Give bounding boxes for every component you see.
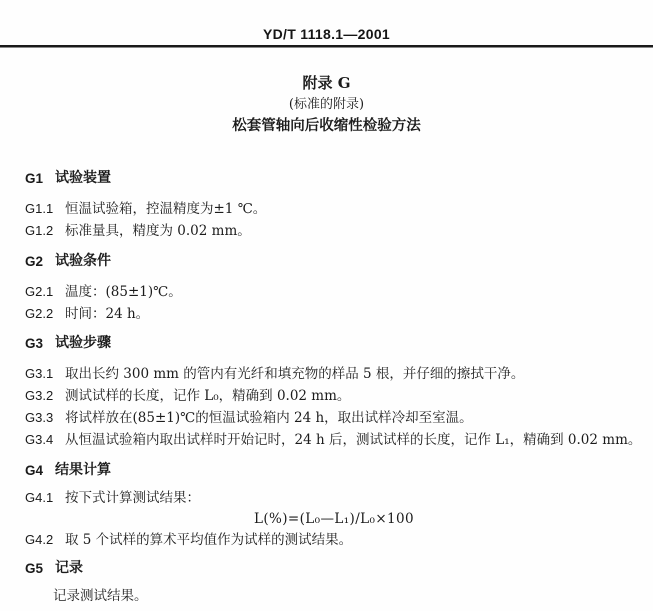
clause-text: 从恒温试验箱内取出试样时开始记时，24 h 后，测试试样的长度，记作 L₁，精确到 0.02 mm。 [65, 432, 642, 448]
clause-text: 按下式计算测试结果： [65, 490, 200, 506]
section-items [25, 281, 643, 325]
clause-text: 取 5 个试样的算术平均值作为试样的测试结果。 [65, 532, 353, 548]
section-items [25, 363, 643, 451]
clause-number: G1.1 [25, 201, 54, 216]
clause-number: G3.4 [25, 432, 54, 447]
clause-text: 取出长约 300 mm 的管内有光纤和填充物的样品 5 根，并仔细的擦拭干净。 [65, 366, 525, 382]
section-items [25, 198, 643, 242]
section-items [25, 487, 643, 551]
header-rule [0, 45, 653, 48]
section-title: 记录 [55, 560, 83, 576]
section-g1 [25, 169, 643, 242]
clause-number: G3.1 [25, 366, 54, 381]
page-header-standard-number: YD/T 1118.1—2001 [263, 26, 390, 42]
section-heading [25, 461, 643, 480]
section-g2 [25, 252, 643, 325]
section-heading [25, 334, 643, 353]
clause-row [25, 487, 643, 509]
clause-text: 时间：24 h。 [65, 306, 150, 322]
clause-text: 温度：(85±1)℃。 [65, 284, 182, 300]
section-number: G4 [25, 463, 44, 478]
section-number: G5 [25, 561, 44, 576]
clause-row [25, 529, 643, 551]
section-g3 [25, 334, 643, 451]
section-number: G3 [25, 336, 44, 351]
section-title: 结果计算 [55, 462, 111, 478]
clause-number: G1.2 [25, 223, 54, 238]
section-heading [25, 252, 643, 271]
clause-number: G4.2 [25, 532, 54, 547]
clause-text: 恒温试验箱，控温精度为±1 ℃。 [65, 201, 267, 217]
clause-row [25, 281, 643, 303]
appendix-name: 松套管轴向后收缩性检验方法 [232, 117, 421, 134]
clause-row [25, 303, 643, 325]
clause-row [25, 198, 643, 220]
section-number: G2 [25, 254, 44, 269]
clause-row [25, 220, 643, 242]
section-heading [25, 559, 643, 578]
shrinkage-formula: L(%)=(L₀—L₁)/L₀×100 [253, 511, 415, 527]
section-number: G1 [25, 171, 44, 186]
section-title: 试验步骤 [55, 335, 111, 351]
section-title: 试验装置 [55, 170, 111, 186]
clause-number: G2.2 [25, 306, 54, 321]
section-heading [25, 169, 643, 188]
clause-row [25, 407, 643, 429]
clause-text: 测试试样的长度，记作 L₀，精确到 0.02 mm。 [65, 388, 351, 404]
appendix-title: 附录 G [302, 74, 351, 92]
clause-row [25, 385, 643, 407]
section-g5 [25, 559, 643, 606]
clause-number: G3.2 [25, 388, 54, 403]
section-g4 [25, 461, 643, 551]
clause-number: G2.1 [25, 284, 54, 299]
clause-text: 将试样放在(85±1)℃的恒温试验箱内 24 h，取出试样冷却至室温。 [65, 410, 473, 426]
document-content [0, 169, 653, 606]
clause-row [25, 363, 643, 385]
section-paragraph: 记录测试结果。 [53, 588, 148, 604]
clause-row [25, 429, 643, 451]
clause-text: 标准量具，精度为 0.02 mm。 [65, 223, 251, 239]
appendix-subtitle: (标准的附录) [288, 97, 365, 112]
clause-number: G4.1 [25, 490, 54, 505]
section-title: 试验条件 [55, 253, 111, 269]
clause-number: G3.3 [25, 410, 54, 425]
